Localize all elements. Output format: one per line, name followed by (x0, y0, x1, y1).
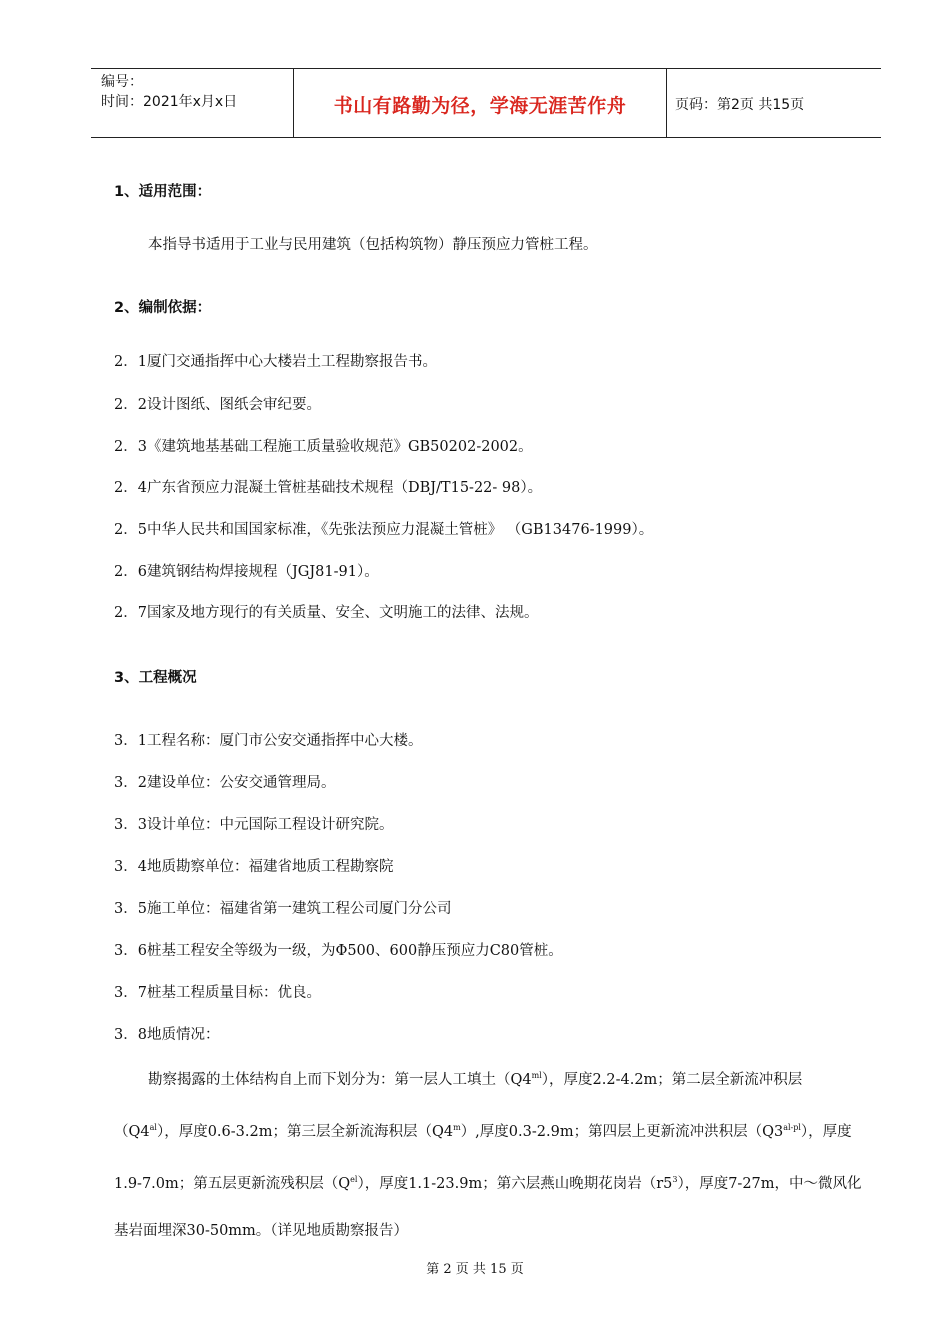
list-item: 3．2建设单位：公安交通管理局。 (114, 775, 336, 791)
list-item: 3．4地质勘察单位：福建省地质工程勘察院 (114, 859, 394, 875)
list-item: 2．4广东省预应力混凝土管桩基础技术规程（DBJ/T15-22- 98）。 (114, 480, 543, 496)
section-2-title: 2、编制依据： (114, 300, 212, 316)
document-number: 编号： (101, 74, 143, 90)
list-item: 3．3设计单位：中元国际工程设计研究院。 (114, 817, 394, 833)
list-item: 2．6建筑钢结构焊接规程（JGJ81-91）。 (114, 564, 379, 580)
list-item: 3．8地质情况： (114, 1027, 220, 1043)
list-item: 2．5中华人民共和国国家标准，《先张法预应力混凝土管桩》 （GB13476-1999）。 (114, 522, 654, 538)
list-item: 3．5施工单位：福建省第一建筑工程公司厦门分公司 (114, 901, 452, 917)
header-left-cell (91, 69, 293, 137)
geology-paragraph: 勘察揭露的土体结构自上而下划分为：第一层人工填土$(Q4^{ml})$，厚度2.2-4.2m；第二层全新流冲积层$(Q4^{al})$，厚度0.6-3.2m；第三层全新流海积层（Q4$^m$）,厚度0.3-2.9m；第四层上更新流冲洪积层$(Q3^{al-pl})$，厚度1.9-7.0m；第五层更新流残积层$(Q^{el})$，厚度1.1-23.9m；第六层燕山晚期花岗岩$(r5^3)$，厚度7-27m，中～微风化基岩面埋深30-50mm。（详见地质勘察报告） (114, 1071, 862, 1239)
list-item: 3．7桩基工程质量目标：优良。 (114, 985, 321, 1001)
list-item: 2．3《建筑地基基础工程施工质量验收规范》GB50202-2002。 (114, 439, 533, 455)
document-time: 时间：2021年x月x日 (101, 94, 238, 110)
list-item: 2．7国家及地方现行的有关质量、安全、文明施工的法律、法规。 (114, 605, 539, 621)
list-item: 2．2设计图纸、图纸会审纪要。 (114, 397, 321, 413)
section-1-text: 本指导书适用于工业与民用建筑（包括构筑物）静压预应力管桩工程。 (148, 237, 598, 253)
page-indicator: 页码：第2页 共15页 (675, 97, 805, 113)
header-motto-cell (293, 69, 667, 137)
list-item: 3．1工程名称：厦门市公安交通指挥中心大楼。 (114, 733, 423, 749)
list-item: 2．1厦门交通指挥中心大楼岩土工程勘察报告书。 (114, 354, 437, 370)
section-3-title: 3、工程概况 (114, 670, 197, 686)
list-item: 3．6桩基工程安全等级为一级，为Φ500、600静压预应力C80管桩。 (114, 943, 563, 959)
section-1-title: 1、适用范围： (114, 184, 212, 200)
motto: 书山有路勤为径，学海无涯苦作舟 (333, 95, 627, 117)
page-footer: 第 2 页 共 15 页 (426, 1262, 524, 1277)
header-page-cell (665, 69, 881, 137)
header-table (91, 68, 881, 138)
